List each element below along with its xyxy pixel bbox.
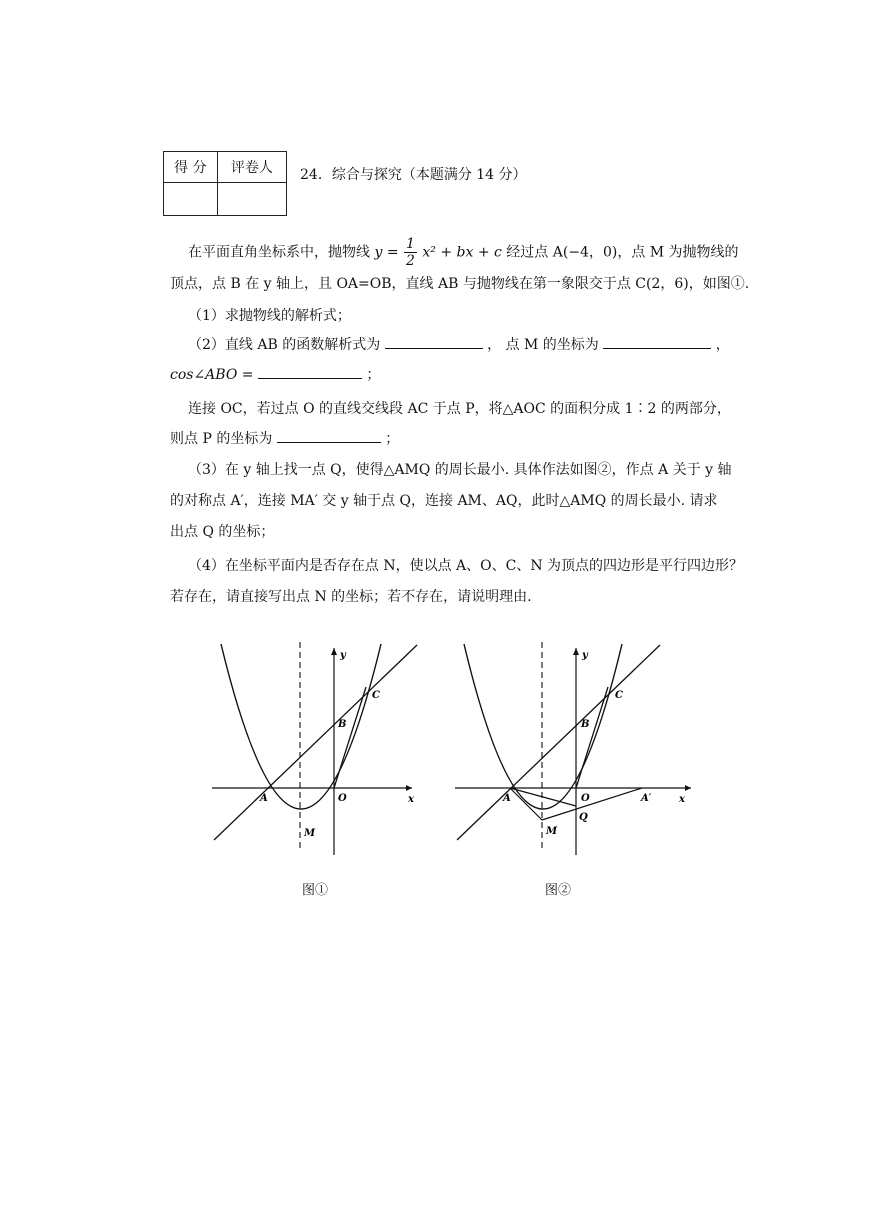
intro-text-b: 经过点 A(−4，0)，点 M 为抛物线的 (506, 244, 739, 261)
figure-1 (212, 640, 427, 860)
question-title: 24．综合与探究（本题满分 14 分） (300, 167, 527, 183)
label-m: M (546, 826, 558, 837)
answer-blank-p (277, 428, 381, 443)
label-q: Q (579, 812, 588, 823)
intro-line-1 (188, 236, 739, 269)
x-axis-arrow (685, 785, 691, 791)
label-b: B (338, 719, 347, 730)
part-1: （1）求抛物线的解析式； (188, 308, 351, 324)
formula-numerator: 1 (406, 236, 415, 252)
intro-text-a: 在平面直角坐标系中，抛物线 (188, 244, 375, 261)
formula-fraction (404, 236, 417, 269)
grader-cell (217, 183, 286, 216)
parabola (221, 644, 381, 809)
label-x: x (679, 794, 685, 805)
part-2-line-1 (188, 334, 730, 354)
answer-blank-cos (258, 364, 362, 379)
formula-denominator: 2 (406, 253, 415, 269)
part-3-line-3: 出点 Q 的坐标； (170, 524, 275, 540)
line-ab (457, 645, 660, 840)
segment-oc (576, 687, 608, 788)
label-c: C (372, 690, 380, 701)
x-axis-arrow (406, 785, 412, 791)
label-c: C (615, 690, 623, 701)
label-m: M (304, 828, 316, 839)
part-4-line-1: （4）在坐标平面内是否存在点 N，使以点 A、O、C、N 为顶点的四边形是平行四边形？ (188, 558, 744, 574)
y-axis-arrow (573, 648, 579, 655)
grader-header: 评卷人 (217, 152, 286, 183)
label-a: A (260, 793, 268, 804)
part-2-line-2 (170, 364, 380, 384)
label-a-prime: A′ (641, 793, 652, 804)
part-2-text-e: ； (366, 367, 381, 383)
part-2-line-3: 连接 OC，若过点 O 的直线交线段 AC 于点 P，将△AOC 的面积分成 1∶2 的两部分， (188, 401, 731, 417)
label-b: B (581, 719, 590, 730)
intro-line-2: 顶点，点 B 在 y 轴上，且 OA=OB，直线 AB 与抛物线在第一象限交于点 C(2，6)，如图①. (170, 276, 750, 292)
line-ab (214, 645, 417, 840)
label-y: y (582, 650, 588, 661)
part-2-text-b: ， 点 M 的坐标为 (487, 337, 599, 353)
answer-blank-ab (385, 334, 483, 349)
score-header: 得 分 (164, 152, 218, 183)
label-a: A (503, 793, 511, 804)
figure-1-caption: 图① (302, 883, 329, 898)
y-axis-arrow (331, 648, 337, 655)
parabola (464, 644, 622, 809)
formula-y: y = (374, 244, 399, 261)
formula-rest: x² + bx + c (422, 244, 502, 261)
segment-oc (334, 687, 366, 788)
label-y: y (340, 650, 346, 661)
part-2-text-c: ， (715, 337, 730, 353)
part-2-cos: cos∠ABO = (170, 367, 258, 383)
part-2-text-g: 则点 P 的坐标为 (170, 431, 273, 447)
answer-blank-m (603, 334, 711, 349)
label-x: x (408, 794, 414, 805)
label-o: O (338, 793, 347, 804)
part-2-text-h: ； (385, 431, 400, 447)
part-2-line-4 (170, 428, 399, 448)
figure-2 (455, 640, 695, 860)
score-cell (164, 183, 218, 216)
part-3-line-2: 的对称点 A′，连接 MA′ 交 y 轴于点 Q，连接 AM、AQ，此时△AMQ 的周长最小. 请求 (170, 493, 718, 509)
figure-2-caption: 图② (545, 883, 572, 898)
score-table (163, 151, 287, 216)
label-o: O (581, 793, 590, 804)
part-4-line-2: 若存在，请直接写出点 N 的坐标；若不存在，请说明理由. (170, 589, 532, 605)
segment-aq (510, 788, 576, 806)
part-2-text-a: （2）直线 AB 的函数解析式为 (188, 337, 381, 353)
part-3-line-1: （3）在 y 轴上找一点 Q，使得△AMQ 的周长最小. 具体作法如图②，作点 A 关于 y 轴 (188, 462, 732, 478)
